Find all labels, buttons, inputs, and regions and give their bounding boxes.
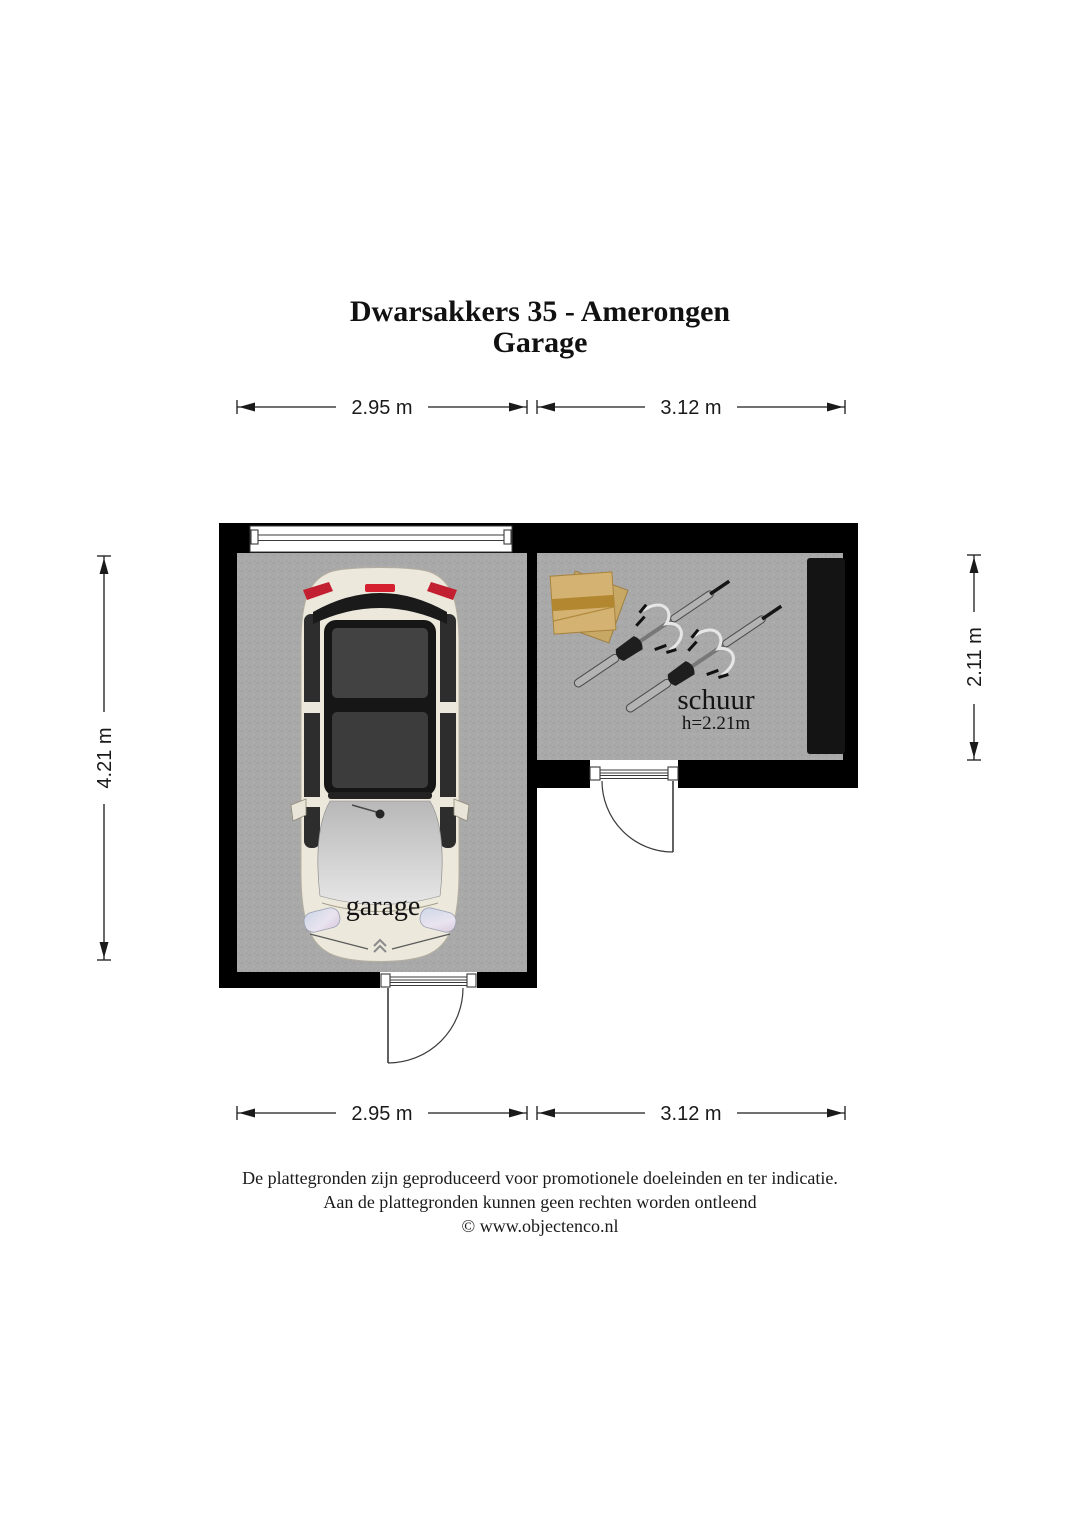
garage-entry-jamb-right [467, 974, 476, 987]
dim-top-left [237, 395, 527, 419]
box-front [550, 572, 616, 634]
wall-left [219, 523, 237, 988]
garage-door-jamb-left [251, 530, 258, 544]
footer-line-3: © www.objectenco.nl [461, 1216, 619, 1236]
dim-left [92, 556, 116, 960]
garage-door-jamb-right [504, 530, 511, 544]
schuur-entry-door [590, 767, 678, 852]
footer-line-1: De plattegronden zijn geproduceerd voor promotionele doeleinden en ter indicatie. [242, 1168, 838, 1188]
car-brake-light [365, 584, 395, 592]
garage-entry-door [381, 974, 476, 1063]
wall-right [843, 523, 858, 788]
car-sunroof-1 [332, 628, 428, 698]
wall-schuur-bottom-right [678, 760, 858, 788]
dim-label-bottom-left: 2.95 m [351, 1103, 413, 1125]
schuur-room-label: schuur [677, 684, 755, 716]
dim-label-left: 4.21 m [94, 727, 116, 789]
schuur-entry-jamb-right [668, 767, 678, 780]
car-pillar-left [302, 702, 322, 713]
garage-entry-jamb-left [381, 974, 390, 987]
wall-garage-bottom-right [477, 972, 537, 988]
car-pillar-right [438, 702, 458, 713]
schuur-entry-swing [602, 781, 673, 852]
plan-title-floor: Garage [492, 326, 588, 359]
garage-room-label: garage [345, 891, 421, 922]
garage-door-band [250, 526, 512, 552]
dim-label-right: 2.11 m [964, 627, 986, 687]
dim-label-top-right: 3.12 m [660, 397, 722, 419]
wall-schuur-bottom-left [527, 760, 590, 788]
garage-entry-swing [388, 988, 463, 1063]
car-sunroof-2 [332, 712, 428, 788]
footer-disclaimer [0, 1166, 1080, 1238]
dim-bottom-right [537, 1101, 845, 1125]
plan-title-address: Dwarsakkers 35 - Amerongen [349, 295, 731, 328]
dim-bottom-left [237, 1101, 527, 1125]
dim-right [962, 555, 986, 760]
dim-top-right [537, 395, 845, 419]
car-wiper-hub [376, 810, 385, 819]
schuur-height-note: h=2.21m [681, 713, 751, 734]
schuur-cabinet [807, 558, 845, 754]
footer-line-2: Aan de plattegronden kunnen geen rechten worden ontleend [323, 1192, 757, 1212]
wall-garage-bottom-left [219, 972, 380, 988]
dim-label-top-left: 2.95 m [351, 397, 413, 419]
garage-door-opening [250, 526, 512, 552]
schuur-entry-jamb-left [590, 767, 600, 780]
car-cowl [328, 792, 432, 799]
dim-label-bottom-right: 3.12 m [660, 1103, 722, 1125]
